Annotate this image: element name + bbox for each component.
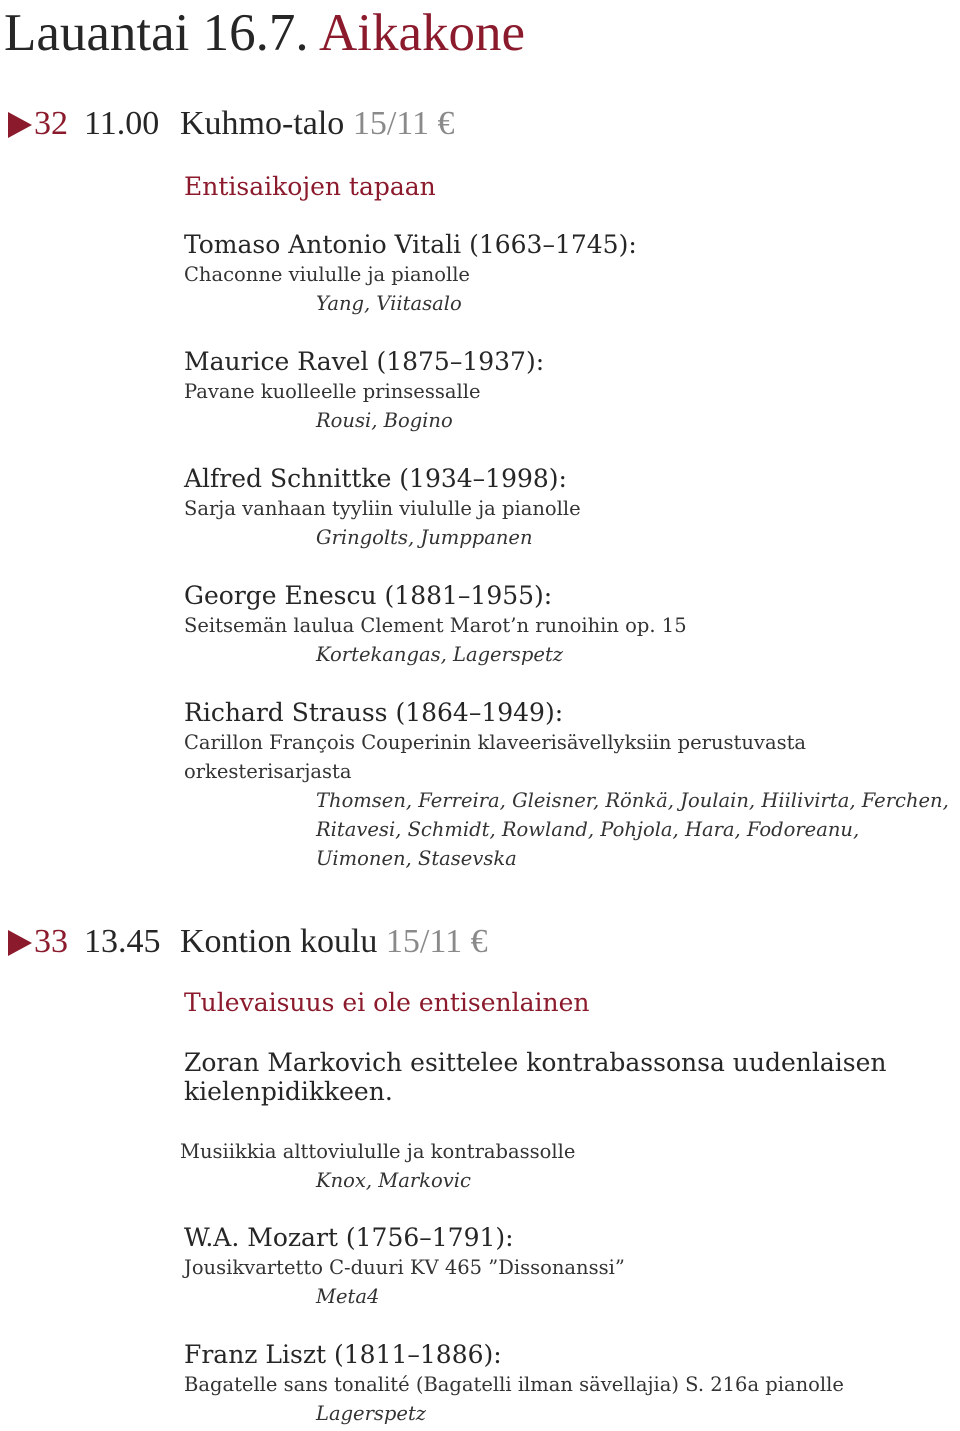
concert-venue-line <box>180 922 488 962</box>
concert-venue-line <box>180 104 455 144</box>
concert-venue: Kontion koulu <box>180 923 378 960</box>
composer-heading: W.A. Mozart (1756–1791): <box>184 1223 514 1252</box>
concert-subtitle: Tulevaisuus ei ole entisenlainen <box>184 988 590 1017</box>
concert-subtitle: Entisaikojen tapaan <box>184 172 436 201</box>
performers: Thomsen, Ferreira, Gleisner, Rönkä, Joulain, Hiilivirta, Ferchen, Ritavesi, Schmidt, Rowland, Pohjola, Hara, Fodoreanu, Uimonen, Stasevska <box>316 789 949 870</box>
concert-time: 11.00 <box>84 105 160 142</box>
program-item <box>184 1340 960 1428</box>
play-arrow-icon <box>8 930 32 956</box>
page-title-date: Lauantai 16.7. <box>4 4 309 62</box>
concert-number: 32 <box>34 105 68 142</box>
performers: Rousi, Bogino <box>316 409 453 432</box>
concert-venue: Kuhmo-talo <box>180 105 345 142</box>
work-title: Sarja vanhaan tyyliin viululle ja pianolle <box>184 497 581 520</box>
work-title: Bagatelle sans tonalité (Bagatelli ilman sävellajia) S. 216a pianolle <box>184 1373 844 1396</box>
composer-heading: Maurice Ravel (1875–1937): <box>184 347 545 376</box>
composer-heading: George Enescu (1881–1955): <box>184 581 553 610</box>
page-title-theme: Aikakone <box>318 4 526 62</box>
concert-price: 15/11 € <box>352 105 455 142</box>
program-item <box>184 698 960 873</box>
performers: Lagerspetz <box>316 1402 427 1425</box>
concert-price: 15/11 € <box>385 923 488 960</box>
program-item <box>184 230 960 318</box>
concert-number: 33 <box>34 923 68 960</box>
program-item <box>184 347 960 435</box>
program-item <box>180 1137 956 1195</box>
concert-time: 13.45 <box>84 923 161 960</box>
work-title: Musiikkia alttoviululle ja kontrabassolle <box>180 1140 576 1163</box>
performers: Meta4 <box>316 1285 380 1308</box>
program-item <box>184 581 960 669</box>
performers: Knox, Markovic <box>316 1169 471 1192</box>
page-title <box>4 2 525 64</box>
work-title: Carillon François Couperinin klaveerisävellyksiin perustuvasta orkesterisarjasta <box>184 731 807 783</box>
play-arrow-icon <box>8 112 32 138</box>
composer-heading: Franz Liszt (1811–1886): <box>184 1340 502 1369</box>
program-item <box>184 464 960 552</box>
work-title: Chaconne viululle ja pianolle <box>184 263 470 286</box>
composer-heading: Richard Strauss (1864–1949): <box>184 698 564 727</box>
work-title: Pavane kuolleelle prinsessalle <box>184 380 481 403</box>
work-title: Seitsemän laulua Clement Marot’n runoihin op. 15 <box>184 614 687 637</box>
performers: Yang, Viitasalo <box>316 292 462 315</box>
concert-intro: Zoran Markovich esittelee kontrabassonsa uudenlaisen kielenpidikkeen. <box>184 1048 887 1106</box>
performers: Gringolts, Jumppanen <box>316 526 533 549</box>
work-title: Jousikvartetto C-duuri KV 465 ”Dissonanssi” <box>184 1256 625 1279</box>
composer-heading: Tomaso Antonio Vitali (1663–1745): <box>184 230 637 259</box>
composer-heading: Alfred Schnittke (1934–1998): <box>184 464 567 493</box>
program-item <box>184 1223 960 1311</box>
performers: Kortekangas, Lagerspetz <box>316 643 564 666</box>
